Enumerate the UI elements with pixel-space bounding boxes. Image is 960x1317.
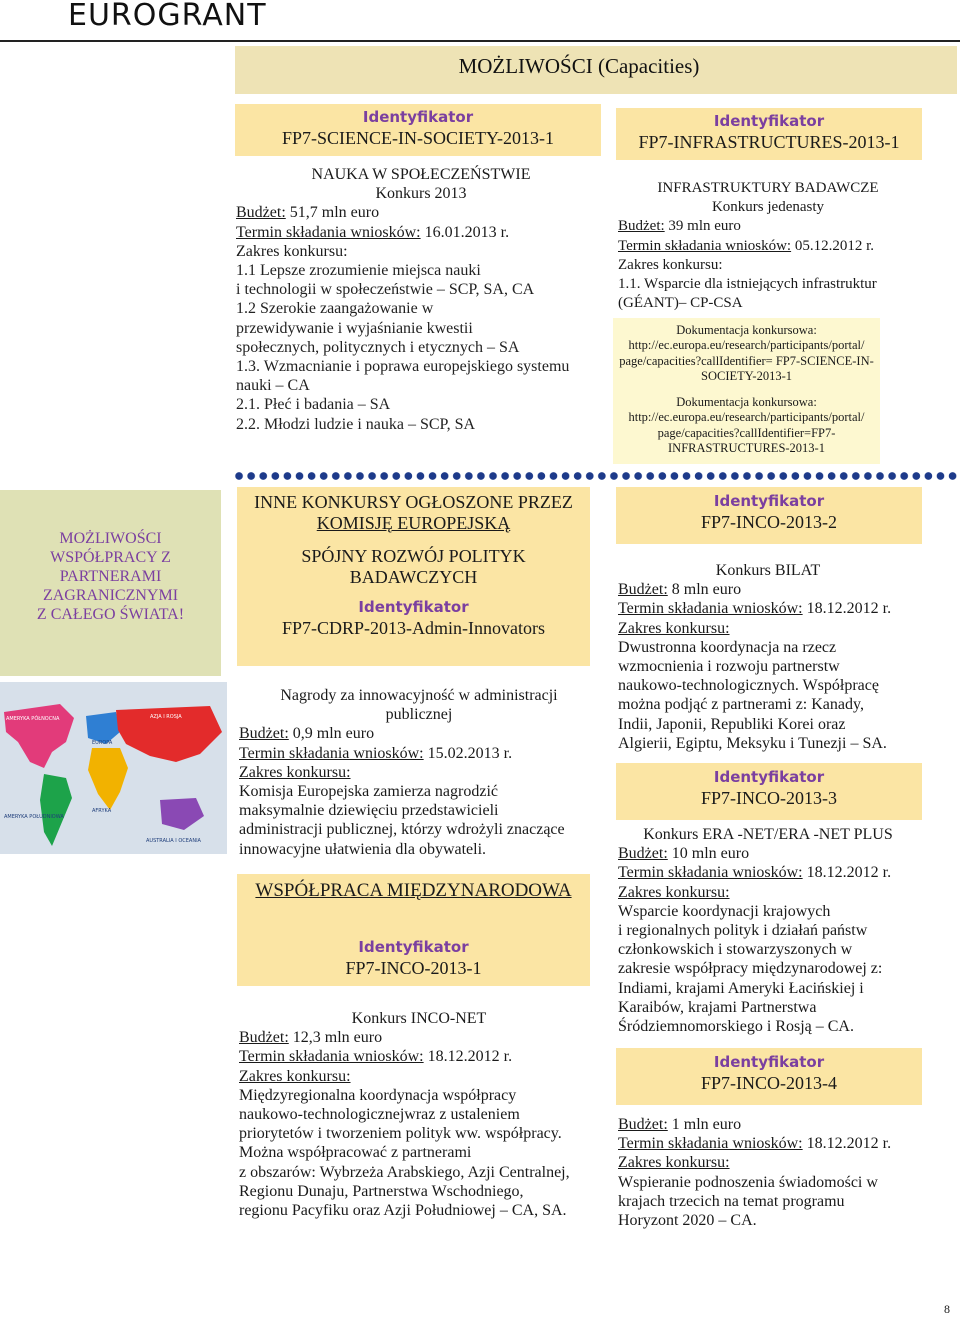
identifier-label: Identyfikator xyxy=(713,1053,825,1071)
identifier-box-inco4 xyxy=(616,1048,922,1105)
budget-line: Budżet: 0,9 mln euro xyxy=(239,725,375,743)
identifier-box-infrastructures xyxy=(616,108,922,160)
scope-label: Zakres konkursu: xyxy=(618,1154,730,1172)
budget-line: Budżet: 39 mln euro xyxy=(618,218,741,235)
identifier-value: FP7-INCO-2013-1 xyxy=(345,958,482,978)
identifier-value: FP7-SCIENCE-IN-SOCIETY-2013-1 xyxy=(282,128,554,148)
identifier-value: FP7-INCO-2013-4 xyxy=(700,1073,837,1093)
scope-item: 2.1. Płeć i badania – SA xyxy=(236,396,391,414)
desc-line: Komisja Europejska zamierza nagrodzić xyxy=(239,783,498,801)
desc-line: Śródziemnomorskiego i Rosją – CA. xyxy=(618,1018,854,1036)
map-label: AFRYKA xyxy=(92,808,112,814)
budget-line: Budżet: 51,7 mln euro xyxy=(236,204,380,222)
desc-line: można podjąć z partnerami z: Kanady, xyxy=(618,696,864,714)
desc-line: Horyzont 2020 – CA. xyxy=(618,1212,757,1230)
identifier-value: FP7-INCO-2013-2 xyxy=(700,512,837,532)
header-rule xyxy=(0,40,960,42)
call-contest: Konkurs 2013 xyxy=(375,185,467,203)
dotted-divider xyxy=(233,471,960,481)
scope-item: 1.1 Lepsze zrozumienie miejsca nauki xyxy=(236,262,481,280)
scope-label: Zakres konkursu: xyxy=(618,619,730,637)
other-calls-sub: SPÓJNY ROZWÓJ POLITYK xyxy=(301,546,526,566)
section-title: MOŻLIWOŚCI (Capacities) xyxy=(458,54,700,78)
identifier-label: Identyfikator xyxy=(362,108,474,126)
desc-line: Można współpracować z partnerami xyxy=(239,1144,472,1162)
doc-link[interactable]: http://ec.europa.eu/research/participants/portal/ xyxy=(628,338,865,353)
desc-line: naukowo-technologicznejwraz z ustaleniem xyxy=(239,1106,520,1124)
desc-line: zakresie współpracy międzynarodowej z: xyxy=(618,960,883,978)
infrastructures-details xyxy=(618,179,918,313)
identifier-box-inco3 xyxy=(616,763,922,820)
world-map-image xyxy=(0,682,227,854)
documentation-box xyxy=(613,318,880,464)
deadline-line: Termin składania wniosków: 16.01.2013 r. xyxy=(236,223,510,241)
inco2-details xyxy=(618,561,918,753)
scope-item: społecznych, politycznych i etycznych – SA xyxy=(236,338,520,356)
innovators-details xyxy=(239,686,599,859)
coop-heading: WSPÓŁPRACA MIĘDZYNARODOWA xyxy=(255,880,572,901)
identifier-box-science xyxy=(235,104,601,156)
scope-item: i technologii w społeczeństwie – SCP, SA, CA xyxy=(236,281,535,299)
doc-line: Dokumentacja konkursowa: xyxy=(676,323,817,337)
call-contest: Konkurs ERA -NET/ERA -NET PLUS xyxy=(643,826,893,843)
scope-label: Zakres konkursu: xyxy=(239,763,351,781)
call-contest: Konkurs jedenasty xyxy=(711,199,825,216)
desc-line: innowacyjne ułatwienia dla obywateli. xyxy=(239,840,487,858)
desc-line: administracji publicznej, którzy wdrożyli znaczące xyxy=(239,821,565,839)
desc-line: z obszarów: Wybrzeża Arabskiego, Azji Centralnej, xyxy=(239,1163,570,1181)
call-title: INFRASTRUKTURY BADAWCZE xyxy=(657,180,879,196)
identifier-label: Identyfikator xyxy=(358,938,469,956)
map-label: EUROPA xyxy=(92,740,113,746)
scope-item: (GÉANT)– CP-CSA xyxy=(618,295,743,312)
desc-line: Indii, Japonii, Republiki Korei oraz xyxy=(618,715,846,733)
scope-label: Zakres konkursu: xyxy=(618,256,723,273)
deadline-line: Termin składania wniosków: 18.12.2012 r. xyxy=(618,600,892,618)
scope-item: przewidywanie i wyjaśnianie kwestii xyxy=(236,319,473,337)
desc-line: Indiami, krajami Ameryki Łacińskiej i xyxy=(618,979,864,997)
identifier-value: FP7-INCO-2013-3 xyxy=(700,788,837,808)
map-label: AMERYKA POŁUDNIOWA xyxy=(4,814,64,820)
map-label: AZJA I ROSJA xyxy=(150,714,182,720)
inco1-details xyxy=(239,1009,599,1220)
doc-link[interactable]: http://ec.europa.eu/research/participants/portal/ xyxy=(628,410,865,425)
desc-line: Wspieranie podnoszenia świadomości w xyxy=(618,1173,878,1191)
deadline-line: Termin składania wniosków: 15.02.2013 r. xyxy=(239,744,513,762)
call-title: Nagrody za innowacyjność w administracji xyxy=(280,687,558,704)
desc-line: Wsparcie koordynacji krajowych xyxy=(618,902,831,920)
identifier-label: Identyfikator xyxy=(713,492,825,510)
identifier-box-inco2 xyxy=(616,487,922,544)
budget-line: Budżet: 12,3 mln euro xyxy=(239,1029,383,1047)
side-callout-text: MOŻLIWOŚCI WSPÓŁPRACY Z PARTNERAMI ZAGRANICZNYMI Z CAŁEGO ŚWIATA! xyxy=(36,530,185,623)
budget-line: Budżet: 1 mln euro xyxy=(618,1116,742,1133)
doc-link[interactable]: page/capacities?callIdentifier= FP7-SCIENCE-IN- xyxy=(619,353,874,368)
desc-line: wzmocnienia i rozwoju partnerstw xyxy=(618,658,840,676)
desc-line: Karaibów, krajami Partnerstwa xyxy=(618,998,817,1016)
desc-line: Algierii, Egiptu, Meksyku i Tunezji – SA. xyxy=(618,734,887,752)
scope-item: nauki – CA xyxy=(236,377,310,395)
desc-line: maksymalnie dziewięciu przedstawicieli xyxy=(239,802,499,820)
scope-item: 1.3. Wzmacnianie i poprawa europejskiego systemu xyxy=(236,358,570,376)
scope-item: 2.2. Młodzi ludzie i nauka – SCP, SA xyxy=(236,415,476,433)
scope-label: Zakres konkursu: xyxy=(236,242,348,260)
deadline-line: Termin składania wniosków: 05.12.2012 r. xyxy=(618,237,875,254)
map-label: AUSTRALIA I OCEANIA xyxy=(146,838,201,844)
desc-line: i regionalnych polityk i działań państw xyxy=(618,922,868,940)
desc-line: regionu Pacyfiku oraz Azji Południowej – CA, SA. xyxy=(239,1202,567,1220)
doc-line: Dokumentacja konkursowa: xyxy=(676,395,817,410)
desc-line: członkowskich i stowarzyszonych w xyxy=(618,941,853,959)
deadline-line: Termin składania wniosków: 18.12.2012 r. xyxy=(618,864,892,882)
doc-link[interactable]: SOCIETY-2013-1 xyxy=(701,368,792,383)
other-calls-sub: BADAWCZYCH xyxy=(349,567,478,587)
desc-line: priorytetów i tworzeniem polityk ww. współpracy. xyxy=(239,1125,562,1143)
scope-item: 1.1. Wsparcie dla istniejących infrastruktur xyxy=(618,276,877,293)
desc-line: Międzyregionalna koordynacja współpracy xyxy=(239,1086,517,1104)
scope-label: Zakres konkursu: xyxy=(618,883,730,901)
budget-line: Budżet: 8 mln euro xyxy=(618,581,742,599)
identifier-label: Identyfikator xyxy=(713,768,825,786)
desc-line: Dwustronna koordynacja na rzecz xyxy=(618,638,837,656)
desc-line: Regionu Dunaju, Partnerstwa Wschodniego, xyxy=(239,1182,524,1200)
other-calls-box xyxy=(237,487,590,666)
call-title: NAUKA W SPOŁECZEŃSTWIE xyxy=(311,166,531,183)
science-details xyxy=(236,165,606,434)
page-number: 8 xyxy=(944,1302,950,1316)
identifier-label: Identyfikator xyxy=(358,598,469,616)
scope-item: 1.2 Szerokie zaangażowanie w xyxy=(236,300,434,318)
identifier-value: FP7-CDRP-2013-Admin-Innovators xyxy=(281,618,545,638)
desc-line: naukowo-technologicznych. Współpracę xyxy=(618,677,879,695)
identifier-value: FP7-INFRASTRUCTURES-2013-1 xyxy=(638,132,900,152)
call-contest: Konkurs INCO-NET xyxy=(351,1010,487,1027)
map-label: AMERYKA PÓŁNOCNA xyxy=(6,716,60,722)
doc-link[interactable]: page/capacities?callIdentifier=FP7- xyxy=(657,425,836,440)
other-calls-heading: KOMISJĘ EUROPEJSKĄ xyxy=(316,513,511,533)
doc-link[interactable]: INFRASTRUCTURES-2013-1 xyxy=(668,441,825,456)
call-contest: Konkurs BILAT xyxy=(715,562,821,579)
desc-line: krajach trzecich na temat programu xyxy=(618,1192,845,1210)
coop-heading-box xyxy=(237,874,590,986)
inco3-details xyxy=(618,825,918,1036)
scope-label: Zakres konkursu: xyxy=(239,1067,351,1085)
deadline-line: Termin składania wniosków: 18.12.2012 r. xyxy=(239,1048,513,1066)
identifier-label: Identyfikator xyxy=(713,112,825,130)
deadline-line: Termin składania wniosków: 18.12.2012 r. xyxy=(618,1135,892,1153)
call-title: publicznej xyxy=(385,706,453,724)
page-header-title: EUROGRANT xyxy=(68,0,267,33)
budget-line: Budżet: 10 mln euro xyxy=(618,845,750,863)
other-calls-heading: INNE KONKURSY OGŁOSZONE PRZEZ xyxy=(254,492,573,512)
inco4-details xyxy=(618,1115,918,1230)
